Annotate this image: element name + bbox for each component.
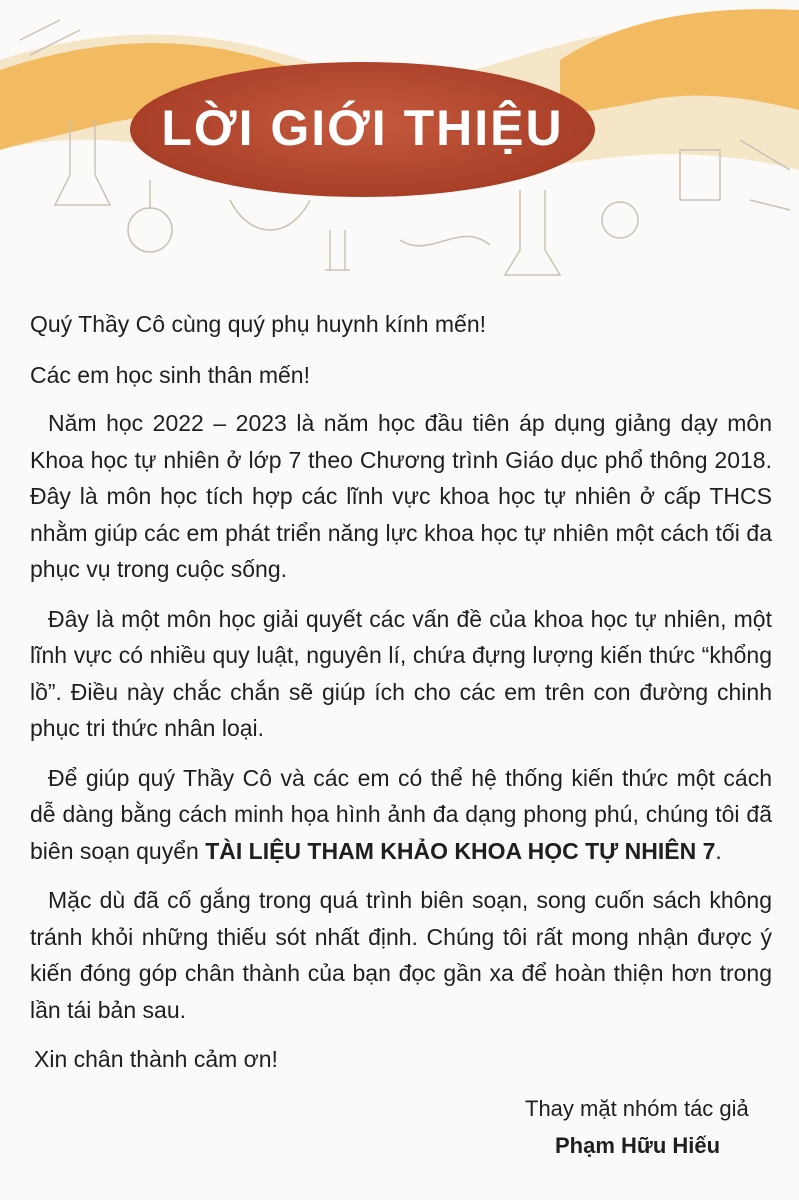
paragraph-book-prefix: Để giúp quý Thầy Cô và các em có thể hệ thống kiến thức một cách dễ dàng bằng cách minh họa hình ảnh đa dạng phong phú, chúng tôi đã biên soạn quyển xyxy=(30,764,772,864)
greeting-students: Các em học sinh thân mến! xyxy=(30,361,310,388)
signature-author: Phạm Hữu Hiếu xyxy=(555,1133,721,1158)
closing-thanks: Xin chân thành cảm ơn! xyxy=(34,1046,278,1072)
signature-role: Thay mặt nhóm tác giả xyxy=(525,1096,749,1121)
paragraph-subject: Đây là một môn học giải quyết các vấn đề của khoa học tự nhiên, một lĩnh vực có nhiều quy luật, nguyên lí, chứa đựng lượng kiến thức “khổng lồ”. Điều này chắc chắn sẽ giúp ích cho các em trên con đường chinh phục tri thức nhân loại. xyxy=(30,605,772,741)
greeting-parents: Quý Thầy Cô cùng quý phụ huynh kính mến! xyxy=(30,311,487,337)
paragraph-book-suffix: . xyxy=(715,837,722,864)
paragraph-book xyxy=(30,760,772,870)
page-title: LỜI GIỚI THIỆU xyxy=(161,99,564,156)
paragraph-feedback: Mặc dù đã cố gắng trong quá trình biên soạn, song cuốn sách không tránh khỏi những thiếu sót nhất định. Chúng tôi rất mong nhận được ý kiến đóng góp chân thành của bạn đọc gần xa để hoàn thiện hơn trong lần tái bản sau. xyxy=(30,887,772,1023)
letter-body xyxy=(30,306,772,1078)
book-title: TÀI LIỆU THAM KHẢO KHOA HỌC TỰ NHIÊN 7 xyxy=(205,837,716,864)
title-banner xyxy=(130,62,595,197)
paragraph-intro: Năm học 2022 – 2023 là năm học đầu tiên áp dụng giảng dạy môn Khoa học tự nhiên ở lớp 7 theo Chương trình Giáo dục phổ thông 2018. Đây là môn học tích hợp các lĩnh vực khoa học tự nhiên ở cấp THCS nhằm giúp các em phát triển năng lực khoa học tự nhiên một cách tối đa phục vụ trong cuộc sống. xyxy=(30,410,772,582)
signature-block xyxy=(525,1090,785,1164)
